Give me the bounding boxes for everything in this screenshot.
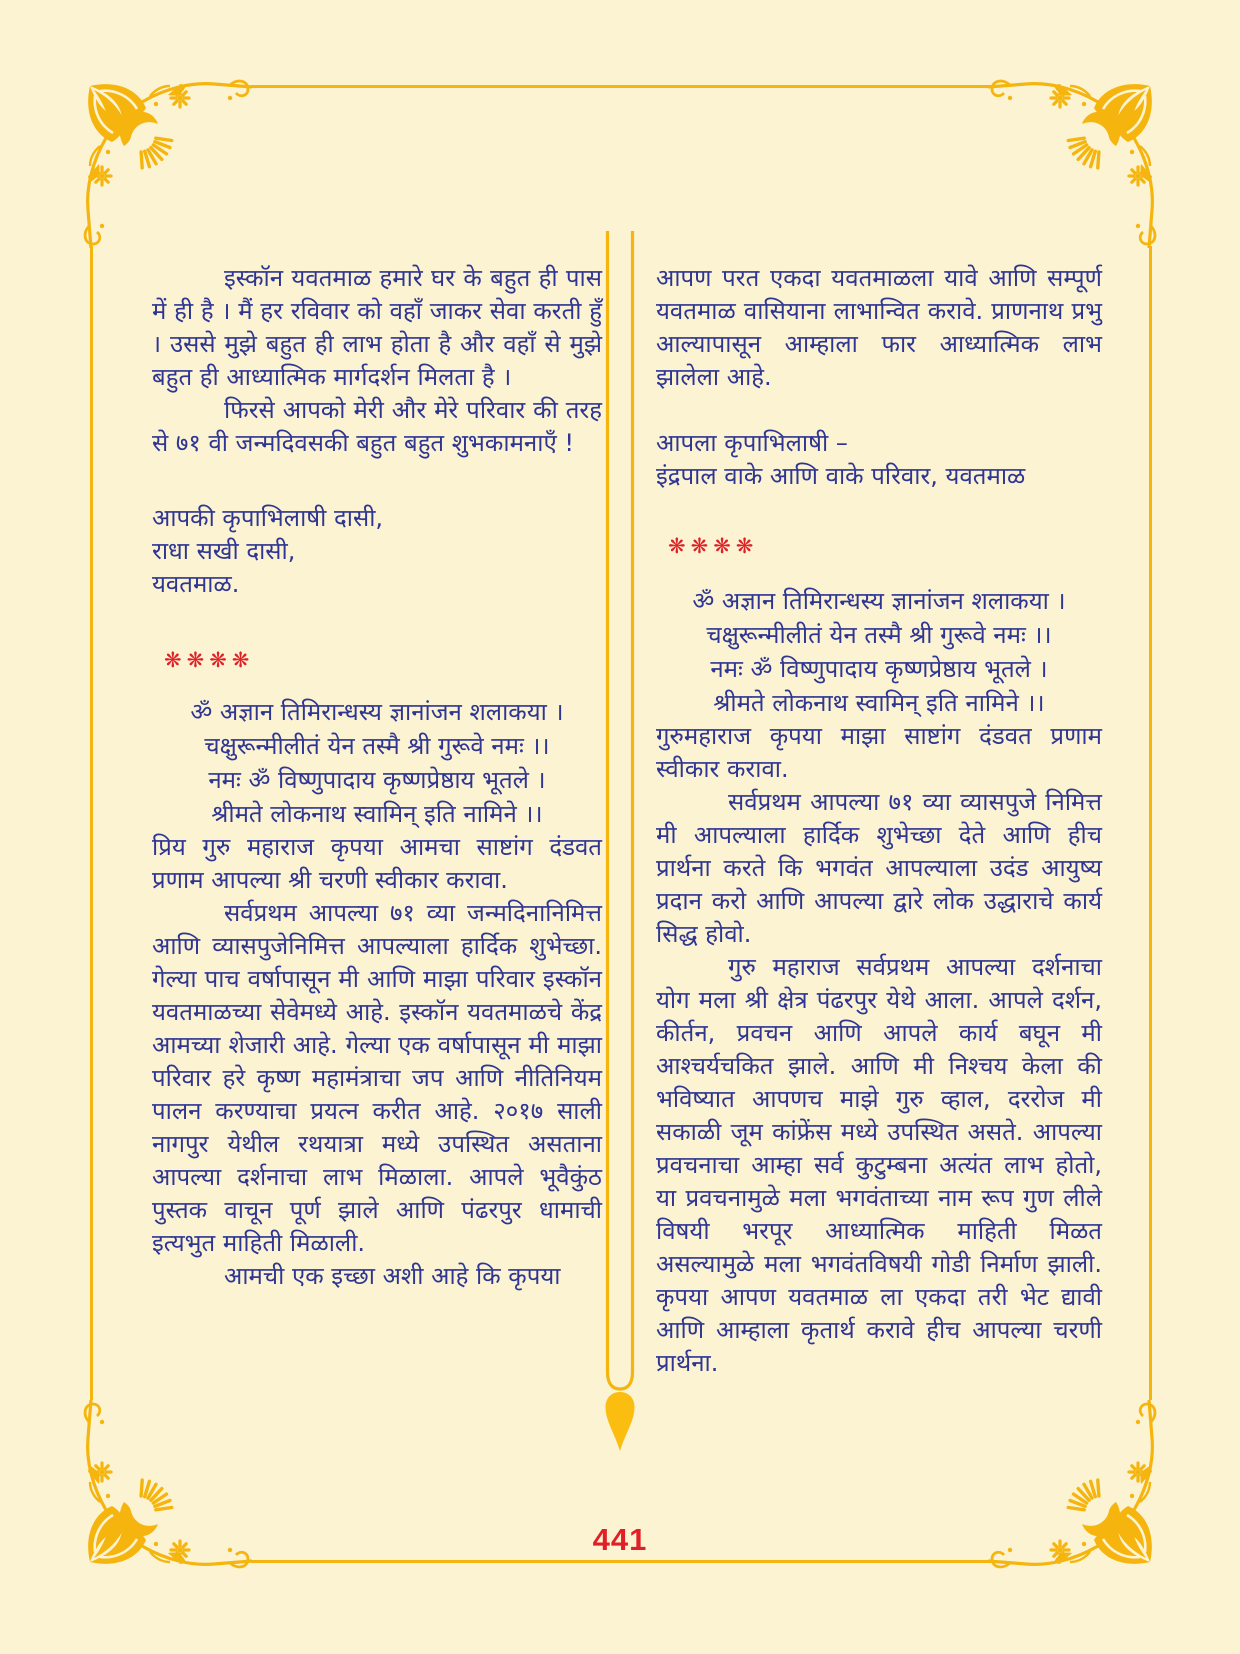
- shloka-line: चक्षुरून्मीलीतं येन तस्मै श्री गुरूवे नमः ।।: [204, 732, 550, 760]
- paragraph-wish-request: आमची एक इच्छा अशी आहे कि कृपया: [224, 1262, 561, 1290]
- shloka-line: नमः ॐ विष्णुपादाय कृष्णप्रेष्ठाय भूतले ।: [208, 766, 546, 794]
- shloka-block-left: [152, 695, 602, 831]
- signature-line: आपला कृपाभिलाषी –: [656, 429, 848, 457]
- paragraph-visit-request: आपण परत एकदा यवतमाळला यावे आणि सम्पूर्ण यवतमाळ वासियाना लाभान्वित करावे. प्राणनाथ प्रभु आल्यापासून आम्हाला फार आध्यात्मिक लाभ झालेला आहे.: [656, 264, 1102, 391]
- border-rule-left: [90, 246, 93, 1400]
- signature-line: आपकी कृपाभिलाषी दासी,: [152, 504, 384, 532]
- right-column: [656, 262, 1102, 1380]
- shloka-line: ॐ अज्ञान तिमिरान्धस्य ज्ञानांजन शलाकया ।: [692, 587, 1066, 615]
- teardrop-finial-icon: [606, 1392, 635, 1451]
- shloka-line: ॐ अज्ञान तिमिरान्धस्य ज्ञानांजन शलाकया ।: [190, 698, 564, 726]
- paragraph-pranam-right: गुरुमहाराज कृपया माझा साष्टांग दंडवत प्रणाम स्वीकार करावा.: [656, 722, 1102, 783]
- section-separator-asterisks: ❋❋❋❋: [668, 534, 759, 558]
- signature-line: इंद्रपाल वाके आणि वाके परिवार, यवतमाळ: [656, 462, 1026, 490]
- corner-ornament-top-right: [988, 76, 1160, 248]
- signature-block-right: [656, 427, 1102, 493]
- border-rule-bottom: [251, 1560, 991, 1563]
- section-separator-asterisks: ❋❋❋❋: [164, 648, 255, 672]
- paragraph-iskcon-near-home: इस्कॉन यवतमाळ हमारे घर के बहुत ही पास में ही है । मैं हर रविवार को वहाँ जाकर सेवा करती हुँ । उससे मुझे बहुत ही लाभ होता है और वहाँ से मुझे बहुत ही आध्यात्मिक मार्गदर्शन मिलता है ।: [152, 264, 602, 391]
- shloka-line: श्रीमते लोकनाथ स्वामिन् इति नामिने ।।: [211, 800, 543, 828]
- left-column: [152, 262, 602, 1293]
- shloka-block-right: [656, 584, 1102, 720]
- paragraph-vyaspuja-greeting: सर्वप्रथम आपल्या ७१ व्या व्यासपुजे निमित्त मी आपल्याला हार्दिक शुभेच्छा देते आणि हीच प्रार्थना करते कि भगवंत आपल्याला उदंड आयुष्य प्रदान करो आणि आपल्या द्वारे लोक उद्धाराचे कार्य सिद्ध होवो.: [656, 788, 1102, 948]
- paragraph-birthday-wishes: फिरसे आपको मेरी और मेरे परिवार की तरह से ७१ वी जन्मदिवसकी बहुत बहुत शुभकामनाएँ !: [152, 396, 602, 457]
- paragraph-greeting-left: सर्वप्रथम आपल्या ७१ व्या जन्मदिनानिमित्त आणि व्यासपुजेनिमित्त आपल्याला हार्दिक शुभेच्छा. गेल्या पाच वर्षापासून मी आणि माझा परिवार इस्कॉन यवतमाळच्या सेवेमध्ये आहे. इस्कॉन यवतमाळचे केंद्र आमच्या शेजारी आहे. गेल्या एक वर्षापासून मी माझा परिवार हरे कृष्ण महामंत्राचा जप आणि नीतिनियम पालन करण्याचा प्रयत्न करीत आहे. २०१७ साली नागपुर येथील रथयात्रा मध्ये उपस्थित असताना आपल्या दर्शनाचा लाभ मिळाला. आपले भूवैकुंठ पुस्तक वाचून पूर्ण झाले आणि पंढरपुर धामाची इत्यभुत माहिती मिळाली.: [152, 899, 602, 1257]
- border-rule-top: [251, 85, 991, 88]
- signature-line: राधा सखी दासी,: [152, 537, 296, 565]
- column-divider: [600, 231, 640, 1453]
- border-rule-right: [1149, 246, 1152, 1400]
- corner-ornament-top-left: [80, 76, 252, 248]
- signature-line: यवतमाळ.: [152, 570, 240, 598]
- signature-block-left: [152, 502, 602, 601]
- shloka-line: चक्षुरून्मीलीतं येन तस्मै श्री गुरूवे नमः ।।: [706, 621, 1052, 649]
- shloka-line: श्रीमते लोकनाथ स्वामिन् इति नामिने ।।: [713, 689, 1045, 717]
- shloka-line: नमः ॐ विष्णुपादाय कृष्णप्रेष्ठाय भूतले ।: [710, 655, 1048, 683]
- page-number: 441: [592, 1522, 648, 1557]
- paragraph-pranam-left: प्रिय गुरु महाराज कृपया आमचा साष्टांग दंडवत प्रणाम आपल्या श्री चरणी स्वीकार करावा.: [152, 833, 602, 894]
- paragraph-darshan-story: गुरु महाराज सर्वप्रथम आपल्या दर्शनाचा योग मला श्री क्षेत्र पंढरपुर येथे आला. आपले दर्शन, कीर्तन, प्रवचन आणि आपले कार्य बघून मी आश्चर्यचकित झाले. आणि मी निश्चय केला की भविष्यात आपणच माझे गुरु व्हाल, दररोज मी सकाळी जूम कांफ्रेंस मध्ये उपस्थित असते. आपल्या प्रवचनाचा आम्हा सर्व कुटुम्बना अत्यंत लाभ होतो, या प्रवचनामुळे मला भगवंताच्या नाम रूप गुण लीले विषयी भरपूर आध्यात्मिक माहिती मिळत असल्यामुळे मला भगवंतविषयी गोडी निर्माण झाली. कृपया आपण यवतमाळ ला एकदा तरी भेट द्यावी आणि आम्हाला कृतार्थ करावे हीच आपल्या चरणी प्रार्थना.: [656, 953, 1102, 1377]
